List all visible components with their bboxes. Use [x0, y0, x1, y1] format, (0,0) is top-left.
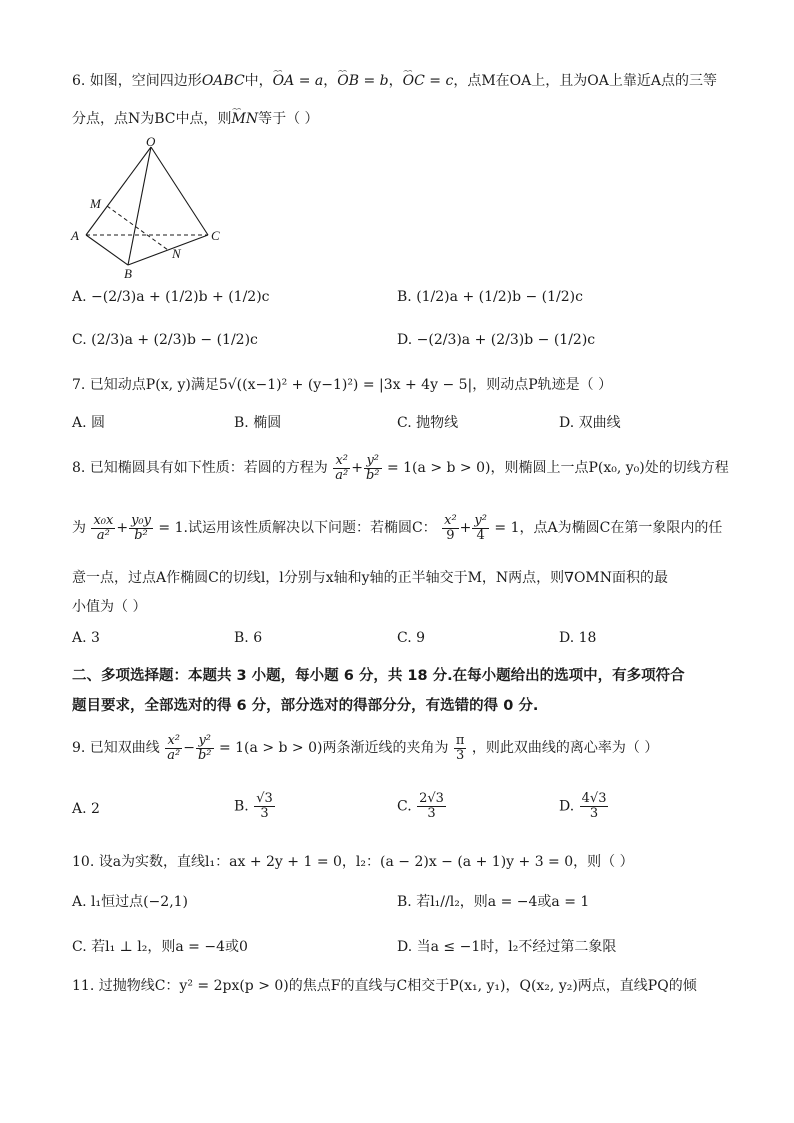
vector-ob: ⌢⌢ OB	[337, 72, 359, 90]
q9-prefix: 9. 已知双曲线	[72, 740, 160, 756]
q11-text: 11. 过抛物线C：y² = 2px(p > 0)的焦点F的直线与C相交于P(x₁, y₁)，Q(x₂, y₂)两点，直线PQ的倾	[72, 978, 697, 994]
q9-option-d[interactable]: D. $\frac{4√3}{3}$	[559, 791, 607, 821]
q8-line2-b: = 1.试运用该性质解决以下问题：若椭圆C：	[158, 520, 437, 536]
q9-option-a[interactable]: A. 2	[72, 801, 100, 817]
q10-option-d[interactable]: D. 当a ≤ −1时，l₂不经过第二象限	[397, 939, 617, 955]
q8-line4: 小值为（ ）	[72, 599, 147, 615]
q10-option-c[interactable]: C. 若l₁ ⊥ l₂，则a = −4或0	[72, 939, 248, 955]
q6-line2-text: 分点，点N为BC中点，则	[72, 111, 232, 127]
label-b: B	[124, 266, 132, 281]
q8-line3: 意一点，过点A作椭圆C的切线l，l分别与x轴和y轴的正半轴交于M，N两点，则∇OMN面积的最	[72, 570, 669, 586]
q8-line2: 为 $\frac{\text{x₀x}}{\text{a²}}$ + $\frac{\text{y₀y}}{\text{b²}}$ = 1.试运用该性质解决以下问题：若椭圆C： $\frac{\text{x²}}{9}$ + $\frac{\text{y²}}{4}$ = 1，点A为椭圆C在第一象限内的任	[72, 512, 723, 543]
q7-option-a[interactable]: A. 圆	[72, 415, 106, 431]
q7-option-b[interactable]: B. 椭圆	[234, 415, 282, 431]
q6-shape: OABC	[201, 73, 245, 89]
q10-option-b[interactable]: B. 若l₁//l₂，则a = −4或a = 1	[397, 894, 590, 910]
q8-option-a[interactable]: A. 3	[72, 630, 100, 646]
q6-tail: ，点M在OA上，且为OA上靠近A点的三等	[453, 73, 717, 89]
q6-option-b[interactable]: B. (1/2)a + (1/2)b − (1/2)c	[397, 289, 583, 305]
q8-frac-y2-4: $\frac{\text{y²}}{4}$	[474, 512, 487, 543]
q6-prefix: 6. 如图，空间四边形	[72, 73, 202, 89]
label-m: M	[90, 196, 101, 211]
label-o: O	[146, 134, 156, 149]
q7-option-c[interactable]: C. 抛物线	[397, 415, 459, 431]
label-n: N	[172, 246, 181, 261]
q8-option-c[interactable]: C. 9	[397, 630, 426, 646]
q6-line2-end: 等于（ ）	[258, 111, 319, 127]
section2-heading-line2: 题目要求，全部选对的得 6 分，部分选对的得部分分，有选错的得 0 分.	[72, 698, 539, 714]
q8-frac-x0x: $\frac{\text{x₀x}}{\text{a²}}$	[93, 512, 114, 543]
q9-option-c[interactable]: C. $\frac{2√3}{3}$	[397, 791, 444, 821]
q8-frac-y2-b2: $\frac{\text{y²}}{\text{b²}}$	[365, 452, 380, 483]
q6-option-a[interactable]: A. −(2/3)a + (1/2)b + (1/2)c	[72, 289, 270, 305]
vector-oc: ⌢⌢ OC	[403, 72, 425, 90]
q8-option-d[interactable]: D. 18	[559, 630, 597, 646]
q6-line2	[72, 110, 724, 128]
q9-frac-pi-3: $\frac{\pi}{3}$	[455, 732, 465, 763]
q8-frac-y0y: $\frac{\text{y₀y}}{\text{b²}}$	[131, 512, 151, 543]
q9-line: 9. 已知双曲线 $\frac{\text{x²}}{\text{a²}}$ − $\frac{\text{y²}}{\text{b²}}$ = 1(a > b > 0)两条渐近线的夹角为 $\frac{\pi}{3}$ ，则此双曲线的离心率为（ ）	[72, 732, 659, 763]
q7-option-d[interactable]: D. 双曲线	[559, 415, 621, 431]
q8-line1: 8. 已知椭圆具有如下性质：若圆的方程为 $\frac{\text{x²}}{\text{a²}}$ + $\frac{\text{y²}}{\text{b²}}$ = 1(a > b > 0)，则椭圆上一点P(x₀, y₀)处的切线方程	[72, 452, 729, 483]
vector-b: b	[379, 73, 389, 89]
q9-option-b[interactable]: B. $\frac{√3}{3}$	[234, 791, 273, 821]
q6-option-c[interactable]: C. (2/3)a + (2/3)b − (1/2)c	[72, 332, 258, 348]
tetrahedron-figure	[68, 132, 238, 282]
q8-frac-x2-a2: $\frac{\text{x²}}{\text{a²}}$	[335, 452, 349, 483]
vector-oa: ⌢⌢ OA	[273, 72, 295, 90]
q8-line2-a: 为	[72, 520, 86, 536]
q8-line1-b: = 1(a > b > 0)，则椭圆上一点P(x₀, y₀)处的切线方程	[386, 460, 729, 476]
vector-c: c	[445, 73, 454, 89]
q9-mid: = 1(a > b > 0)两条渐近线的夹角为	[218, 740, 449, 756]
q8-option-b[interactable]: B. 6	[234, 630, 263, 646]
q10-option-a[interactable]: A. l₁恒过点(−2,1)	[72, 894, 189, 910]
q8-line2-c: = 1，点A为椭圆C在第一象限内的任	[494, 520, 723, 536]
q9-frac-y2-b2: $\frac{\text{y²}}{\text{b²}}$	[197, 732, 212, 763]
q9-frac-x2-a2: $\frac{\text{x²}}{\text{a²}}$	[167, 732, 181, 763]
vector-a: a	[314, 73, 324, 89]
label-c: C	[211, 228, 220, 243]
q6-option-d[interactable]: D. −(2/3)a + (2/3)b − (1/2)c	[397, 332, 596, 348]
q8-line1-a: 8. 已知椭圆具有如下性质：若圆的方程为	[72, 460, 328, 476]
section2-heading-line1: 二、多项选择题：本题共 3 小题，每小题 6 分，共 18 分.在每小题给出的选项中，有多项符合	[72, 668, 685, 684]
q8-frac-x2-9: $\frac{\text{x²}}{9}$	[444, 512, 457, 543]
q6-mid: 中，	[244, 73, 273, 89]
q10-text: 10. 设a为实数，直线l₁：ax + 2y + 1 = 0，l₂：(a − 2)x − (a + 1)y + 3 = 0，则（ ）	[72, 854, 634, 870]
q9-tail: ，则此双曲线的离心率为（ ）	[471, 740, 659, 756]
q7-text: 7. 已知动点P(x, y)满足5√((x−1)² + (y−1)²) = |3x + 4y − 5|，则动点P轨迹是（ ）	[72, 377, 613, 393]
q6-line1: 6. 如图，空间四边形OABC中，⌢⌢ OA = a，⌢⌢ OB = b，⌢⌢ OC = c，点M在OA上，且为OA上靠近A点的三等	[72, 72, 724, 90]
vector-mn: ⌢⌢ MN	[232, 110, 259, 128]
label-a: A	[71, 228, 79, 243]
